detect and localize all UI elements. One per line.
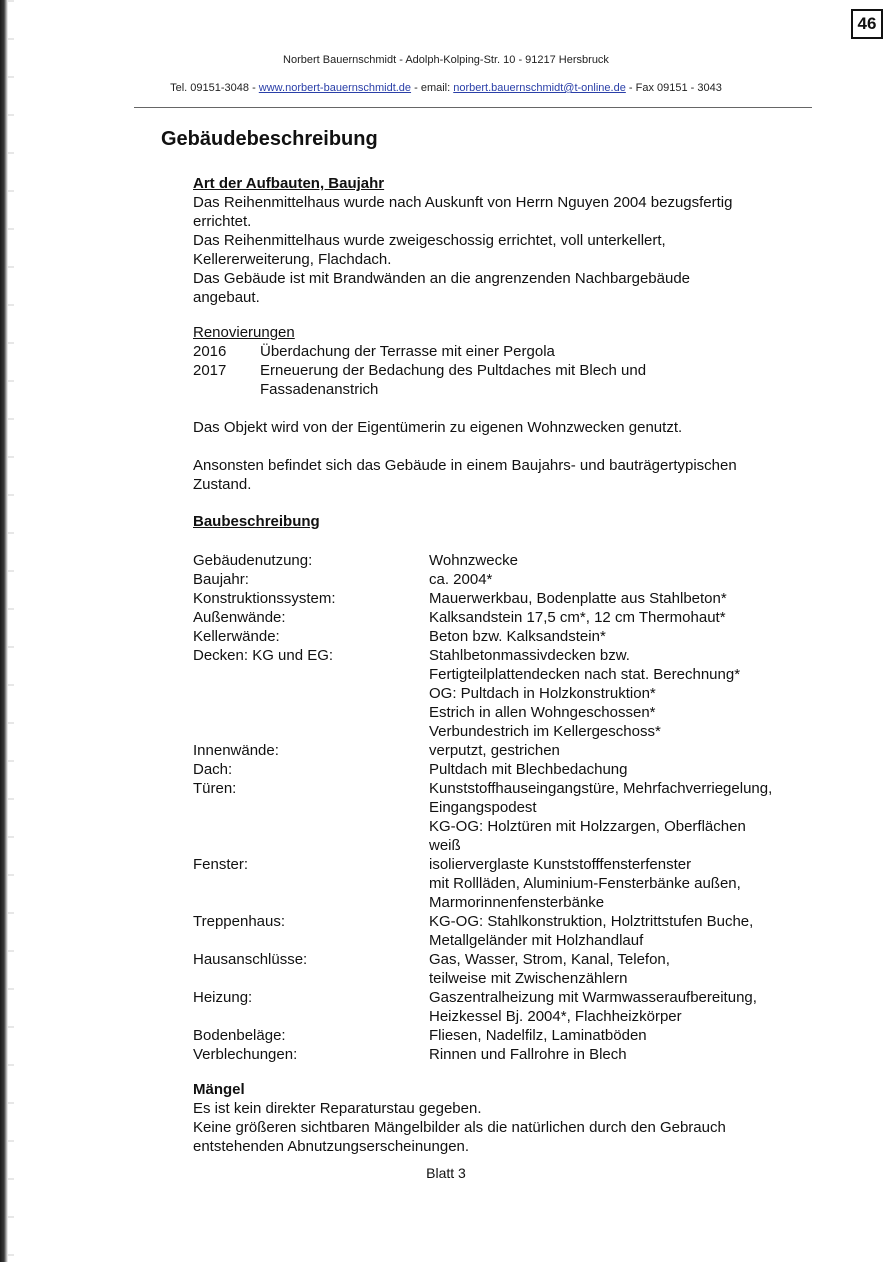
spec-label: Gebäudenutzung: [193,552,313,569]
spec-value-line: Fertigteilplattendecken nach stat. Berechnung* [429,666,741,683]
spec-value-line: Estrich in allen Wohngeschossen* [429,704,656,721]
art-line: Das Reihenmittelhaus wurde zweigeschossig errichtet, voll unterkellert, [193,232,666,249]
spec-value-line: Metallgeländer mit Holzhandlauf [429,932,644,949]
baubeschreibung-heading-text: Baubeschreibung [193,513,320,530]
spec-value-line: Wohnzwecke [429,552,518,569]
art-line: angebaut. [193,289,260,306]
section-renovierungen [193,323,813,399]
website-link[interactable]: www.norbert-bauernschmidt.de [258,82,412,94]
spec-value [429,741,813,760]
spec-value-line: Beton bzw. Kalksandstein* [429,628,606,645]
condition-line: Zustand. [193,476,252,493]
art-line: errichtet. [193,213,252,230]
letterhead-address: Norbert Bauernschmidt - Adolph-Kolping-Str. 10 - 91217 Hersbruck [283,54,609,66]
spec-label: Heizung: [193,989,253,1006]
spec-value [429,950,813,988]
spec-label: Baujahr: [193,571,249,588]
art-line: Das Gebäude ist mit Brandwänden an die angrenzenden Nachbargebäude [193,270,691,287]
spec-label: Innenwände: [193,742,279,759]
spec-value [429,589,813,608]
spec-label: Türen: [193,780,237,797]
letterhead-contact [0,82,892,94]
spec-value-line: mit Rollläden, Aluminium-Fensterbänke außen, [429,875,741,892]
spec-row [193,608,813,627]
section-heading-art: Art der Aufbauten, Baujahr [193,175,385,192]
renovation-year: 2016 [193,343,227,360]
renovation-line: Überdachung der Terrasse mit einer Pergola [260,343,555,360]
section-heading-baubeschreibung [193,512,813,531]
renovation-line: Fassadenanstrich [260,381,379,398]
spec-value-line: Kunststoffhauseingangstüre, Mehrfachverriegelung, [429,780,773,797]
spec-value-line: Kalksandstein 17,5 cm*, 12 cm Thermohaut* [429,609,726,626]
spec-row [193,627,813,646]
spec-value-line: isolierverglaste Kunststofffensterfenster [429,856,692,873]
spec-value-line: verputzt, gestrichen [429,742,560,759]
spec-value-line: KG-OG: Stahlkonstruktion, Holztrittstufen Buche, [429,913,754,930]
spec-value-line: Fliesen, Nadelfilz, Laminatböden [429,1027,647,1044]
condition-line: Ansonsten befindet sich das Gebäude in einem Baujahrs- und bauträgertypischen [193,457,737,474]
spec-label: Verblechungen: [193,1046,298,1063]
art-line: Kellererweiterung, Flachdach. [193,251,392,268]
sheet-number: Blatt 3 [426,1165,466,1181]
condition-paragraph [193,456,813,494]
section-heading-renovierungen: Renovierungen [193,324,295,341]
spec-value [429,551,813,570]
spec-value [429,779,813,855]
spec-value [429,912,813,950]
letterhead-divider [134,107,812,108]
letterhead-email-prefix: - email: [411,82,454,94]
spec-value [429,1045,813,1064]
spec-label: Kellerwände: [193,628,280,645]
spec-row [193,988,813,1026]
spec-value-line: teilweise mit Zwischenzählern [429,970,628,987]
section-heading-maengel: Mängel [193,1081,245,1098]
spec-row [193,912,813,950]
spec-row [193,1026,813,1045]
spec-label: Konstruktionssystem: [193,590,336,607]
building-spec-table [193,551,813,1064]
spec-label: Dach: [193,761,233,778]
spec-value [429,1026,813,1045]
renovation-text [260,361,646,399]
art-line: Das Reihenmittelhaus wurde nach Auskunft von Herrn Nguyen 2004 bezugsfertig [193,194,733,211]
renovation-text [260,342,555,361]
spec-row [193,855,813,912]
spec-row [193,589,813,608]
spec-label: Hausanschlüsse: [193,951,308,968]
spec-value [429,627,813,646]
spec-value [429,760,813,779]
spec-row [193,950,813,988]
spec-value-line: Gas, Wasser, Strom, Kanal, Telefon, [429,951,670,968]
renovation-line: Erneuerung der Bedachung des Pultdaches mit Blech und [260,362,647,379]
spec-value-line: Marmorinnenfensterbänke [429,894,605,911]
spec-value-line: KG-OG: Holztüren mit Holzzargen, Oberflächen [429,818,746,835]
spec-value-line: weiß [429,837,461,854]
spec-value-line: Rinnen und Fallrohre in Blech [429,1046,627,1063]
spec-value-line: Stahlbetonmassivdecken bzw. [429,647,630,664]
document-title: Gebäudebeschreibung [161,128,378,150]
maengel-line: entstehenden Abnutzungserscheinungen. [193,1138,470,1155]
spec-value [429,646,813,741]
spec-row [193,1045,813,1064]
spec-row [193,570,813,589]
spec-row [193,760,813,779]
spec-value [429,608,813,627]
spec-label: Außenwände: [193,609,286,626]
spec-label: Decken: KG und EG: [193,647,334,664]
spec-value-line: Mauerwerkbau, Bodenplatte aus Stahlbeton* [429,590,727,607]
spec-row [193,551,813,570]
spec-value-line: Pultdach mit Blechbedachung [429,761,628,778]
letterhead-fax: - Fax 09151 - 3043 [625,82,722,94]
renovation-year: 2017 [193,362,227,379]
spec-label: Fenster: [193,856,249,873]
spec-value-line: ca. 2004* [429,571,493,588]
spec-value-line: Gaszentralheizung mit Warmwasseraufbereitung, [429,989,757,1006]
page-number-box: 46 [851,9,883,39]
spec-label: Treppenhaus: [193,913,286,930]
section-maengel [193,1080,813,1156]
spec-value-line: Eingangspodest [429,799,537,816]
scan-edge [0,0,8,1262]
spec-row [193,741,813,760]
spec-value-line: OG: Pultdach in Holzkonstruktion* [429,685,656,702]
spec-row [193,779,813,855]
renovation-row [193,342,813,361]
spec-value [429,570,813,589]
spec-value [429,988,813,1026]
maengel-line: Keine größeren sichtbaren Mängelbilder als die natürlichen durch den Gebrauch [193,1119,726,1136]
renovation-row [193,361,813,399]
letterhead-tel: Tel. 09151-3048 - [170,82,259,94]
spec-row [193,646,813,741]
usage-paragraph: Das Objekt wird von der Eigentümerin zu eigenen Wohnzwecken genutzt. [193,419,683,436]
spec-value-line: Verbundestrich im Kellergeschoss* [429,723,661,740]
spec-label: Bodenbeläge: [193,1027,286,1044]
section-art-der-aufbauten [193,174,813,307]
spec-value [429,855,813,912]
spec-value-line: Heizkessel Bj. 2004*, Flachheizkörper [429,1008,682,1025]
maengel-line: Es ist kein direkter Reparaturstau gegeben. [193,1100,482,1117]
email-link[interactable]: norbert.bauernschmidt@t-online.de [453,82,626,94]
